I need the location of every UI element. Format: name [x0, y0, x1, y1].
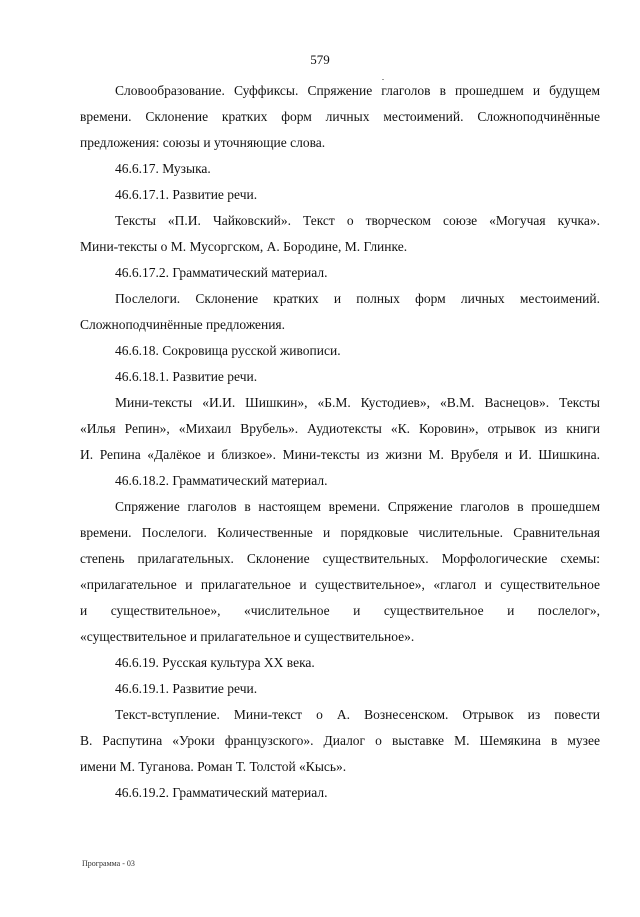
text-line: степень прилагательных. Склонение существительных. Морфологические схемы: — [80, 551, 600, 566]
text-line: Словообразование. Суффиксы. Спряжение глаголов в прошедшем и будущем — [115, 83, 600, 98]
text-line: и существительное», «числительное и существительное и послелог», — [80, 603, 600, 618]
text-line: Спряжение глаголов в настоящем времени. Спряжение глаголов в прошедшем — [115, 499, 600, 514]
text-line: Тексты «П.И. Чайковский». Текст о творческом союзе «Могучая кучка». — [115, 213, 600, 228]
text-line: имени М. Туганова. Роман Т. Толстой «Кысь». — [80, 759, 347, 774]
text-line: времени. Склонение кратких форм личных местоимений. Сложноподчинённые — [80, 109, 600, 124]
text-line: И. Репина «Далёкое и близкое». Мини-тексты из жизни М. Врубеля и И. Шишкина. — [80, 447, 600, 462]
text-line: 46.6.17.1. Развитие речи. — [115, 187, 258, 202]
text-line: Текст-вступление. Мини-текст о А. Вознесенском. Отрывок из повести — [115, 707, 600, 722]
text-line: «существительное и прилагательное и существительное». — [80, 629, 415, 644]
text-line: 46.6.19.1. Развитие речи. — [115, 681, 258, 696]
text-line: времени. Послелоги. Количественные и порядковые числительные. Сравнительная — [80, 525, 600, 540]
text-line: 46.6.18.1. Развитие речи. — [115, 369, 258, 384]
text-line: Послелоги. Склонение кратких и полных форм личных местоимений. — [115, 291, 600, 306]
text-line: Мини-тексты «И.И. Шишкин», «Б.М. Кустодиев», «В.М. Васнецов». Тексты — [115, 395, 600, 410]
text-line: 46.6.19.2. Грамматический материал. — [115, 785, 328, 800]
text-line: 46.6.17. Музыка. — [115, 161, 211, 176]
text-line: предложения: союзы и уточняющие слова. — [80, 135, 326, 150]
text-line: В. Распутина «Уроки французского». Диалог о выставке М. Шемякина в музее — [80, 733, 600, 748]
text-line: 46.6.17.2. Грамматический материал. — [115, 265, 328, 280]
text-line: «Илья Репин», «Михаил Врубель». Аудиотексты «К. Коровин», отрывок из книги — [80, 421, 600, 436]
text-line: 46.6.18. Сокровища русской живописи. — [115, 343, 341, 358]
page-number: 579 — [310, 52, 330, 67]
text-line: «прилагательное и прилагательное и существительное», «глагол и существительное — [80, 577, 600, 592]
document-body — [80, 78, 600, 806]
text-line: Мини-тексты о М. Мусоргском, А. Бородине, М. Глинке. — [80, 239, 408, 254]
page-footer: Программа - 03 — [82, 859, 135, 868]
text-line: Сложноподчинённые предложения. — [80, 317, 286, 332]
text-line: 46.6.19. Русская культура XX века. — [115, 655, 315, 670]
text-line: 46.6.18.2. Грамматический материал. — [115, 473, 328, 488]
